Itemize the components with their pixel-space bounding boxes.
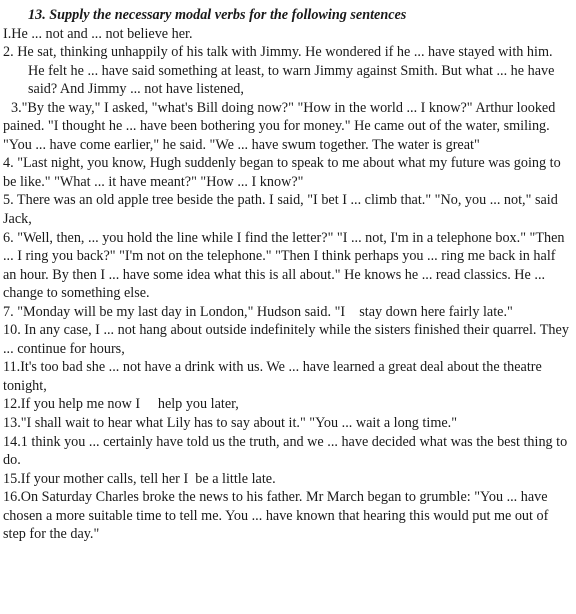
exercise-item-12: 12.If you help me now I help you later,	[3, 396, 239, 413]
exercise-item-6: 6. "Well, then, ... you hold the line while I find the letter?" "I ... not, I'm in a telephone box." "Then ... I ring you back?" "I'm not on the telephone." "Then I think perhaps you ... ring me back in half an hour. By then I ... have some idea what this is all about." He knows he ... read classics. He ... change to something else.	[3, 229, 565, 302]
exercise-item-7: 7. "Monday will be my last day in London," Hudson said. "I stay down here fairly late."	[3, 303, 513, 320]
exercise-item-3: 3."By the way," I asked, "what's Bill doing now?" "How in the world ... I know?" Arthur looked pained. "I thought he ... have been bothering you for money." He came out of the water, smiling. "You ... have come earlier," he said. "We ... have swum together. The water is great"	[3, 99, 556, 153]
exercise-page	[3, 6, 571, 544]
exercise-item-14: 14.1 think you ... certainly have told us the truth, and we ... have decided what was the best thing to do.	[3, 433, 568, 469]
exercise-item-4: 4. "Last night, you know, Hugh suddenly began to speak to me about what my future was going to be like." "What ... it have meant?" "How ... I know?"	[3, 155, 561, 190]
exercise-item-15: 15.If your mother calls, tell her I be a little late.	[3, 470, 276, 487]
exercise-item-2: 2. He sat, thinking unhappily of his talk with Jimmy. He wondered if he ... have stayed with him. He felt he ... have said something at least, to warn Jimmy against Smith. But what ... he have said? And Jimmy ... not have listened,	[3, 44, 555, 98]
exercise-item-11: 11.It's too bad she ... not have a drink with us. We ... have learned a great deal about the theatre tonight,	[3, 359, 542, 394]
exercise-item-1: I.He ... not and ... not believe her.	[3, 25, 193, 42]
exercise-item-5: 5. There was an old apple tree beside the path. I said, "I bet I ... climb that." "No, you ... not," said Jack,	[3, 192, 558, 228]
exercise-item-16: 16.On Saturday Charles broke the news to his father. Mr March began to grumble: "You ... have chosen a more suitable time to tell me. You ... have known that hearing this would put me out of step for the day."	[3, 489, 549, 543]
exercise-title: 13. Supply the necessary modal verbs for the following sentences	[28, 7, 407, 23]
exercise-item-10: 10. In any case, I ... not hang about outside indefinitely while the sisters finished their quarrel. They ... continue for hours,	[3, 322, 569, 357]
exercise-item-13: 13."I shall wait to hear what Lily has to say about it." "You ... wait a long time."	[3, 415, 457, 432]
